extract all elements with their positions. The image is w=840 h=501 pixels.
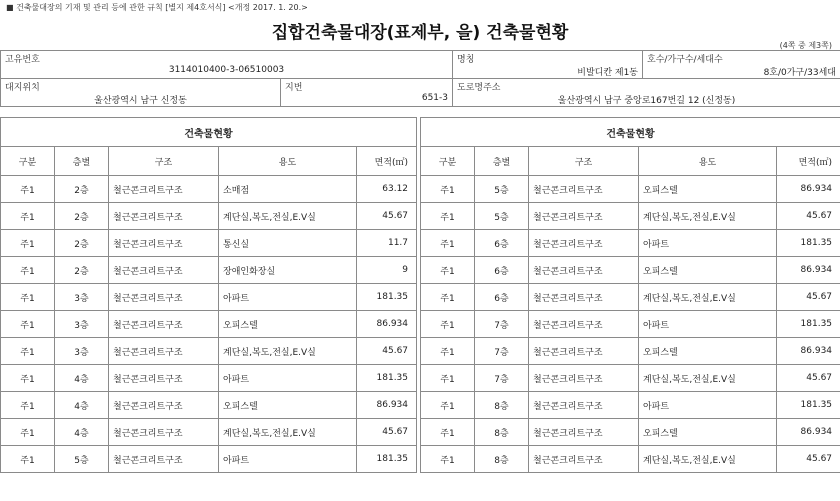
right-cell-floor: 5층 bbox=[475, 203, 529, 230]
right-cell-structure: 철근콘크리트구조 bbox=[529, 257, 639, 284]
left-cell-usage: 계단실,복도,전실,E.V실 bbox=[219, 419, 357, 446]
left-cell-floor: 3층 bbox=[55, 338, 109, 365]
left-cell-area: 9 bbox=[357, 257, 417, 284]
right-cell-structure: 철근콘크리트구조 bbox=[529, 338, 639, 365]
table-row bbox=[1, 392, 840, 419]
right-cell-floor: 7층 bbox=[475, 365, 529, 392]
right-cell-area: 45.67 bbox=[777, 446, 840, 473]
left-cell-floor: 4층 bbox=[55, 365, 109, 392]
right-header-area: 면적(㎡) bbox=[777, 147, 840, 176]
table-row bbox=[1, 176, 840, 203]
right-header-category: 구분 bbox=[421, 147, 475, 176]
right-cell-area: 86.934 bbox=[777, 338, 840, 365]
lot-number-cell bbox=[281, 79, 453, 107]
left-cell-area: 45.67 bbox=[357, 419, 417, 446]
left-cell-usage: 아파트 bbox=[219, 284, 357, 311]
left-cell-floor: 5층 bbox=[55, 446, 109, 473]
left-cell-floor: 3층 bbox=[55, 311, 109, 338]
left-header-area: 면적(㎡) bbox=[357, 147, 417, 176]
right-cell-area: 86.934 bbox=[777, 419, 840, 446]
right-cell-floor: 7층 bbox=[475, 311, 529, 338]
left-cell-area: 181.35 bbox=[357, 446, 417, 473]
unique-number-label: 고유번호 bbox=[5, 55, 40, 65]
left-cell-area: 181.35 bbox=[357, 284, 417, 311]
right-cell-area: 86.934 bbox=[777, 176, 840, 203]
left-cell-structure: 철근콘크리트구조 bbox=[109, 446, 219, 473]
right-cell-floor: 6층 bbox=[475, 284, 529, 311]
right-cell-floor: 6층 bbox=[475, 257, 529, 284]
right-cell-floor: 5층 bbox=[475, 176, 529, 203]
left-cell-usage: 통신실 bbox=[219, 230, 357, 257]
left-cell-area: 45.67 bbox=[357, 203, 417, 230]
left-header-category: 구분 bbox=[1, 147, 55, 176]
units-label: 호수/가구수/세대수 bbox=[647, 55, 723, 65]
left-cell-category: 주1 bbox=[1, 257, 55, 284]
right-header-structure: 구조 bbox=[529, 147, 639, 176]
site-location-label: 대지위치 bbox=[5, 83, 40, 93]
document-title: 집합건축물대장(표제부, 을) 건축물현황 bbox=[271, 23, 569, 43]
table-row bbox=[1, 203, 840, 230]
left-cell-category: 주1 bbox=[1, 230, 55, 257]
right-cell-usage: 아파트 bbox=[639, 311, 777, 338]
right-cell-structure: 철근콘크리트구조 bbox=[529, 446, 639, 473]
left-cell-category: 주1 bbox=[1, 446, 55, 473]
table-row bbox=[1, 257, 840, 284]
left-cell-usage: 계단실,복도,전실,E.V실 bbox=[219, 203, 357, 230]
left-cell-area: 63.12 bbox=[357, 176, 417, 203]
left-cell-floor: 2층 bbox=[55, 257, 109, 284]
site-location-value: 울산광역시 남구 신정동 bbox=[94, 96, 187, 106]
right-cell-category: 주1 bbox=[421, 257, 475, 284]
table-row bbox=[1, 365, 840, 392]
left-cell-category: 주1 bbox=[1, 365, 55, 392]
right-cell-category: 주1 bbox=[421, 419, 475, 446]
left-cell-usage: 아파트 bbox=[219, 446, 357, 473]
units-cell bbox=[643, 51, 840, 79]
left-cell-area: 45.67 bbox=[357, 338, 417, 365]
right-section-title: 건축물현황 bbox=[421, 118, 840, 147]
left-cell-usage: 소매점 bbox=[219, 176, 357, 203]
left-cell-area: 86.934 bbox=[357, 311, 417, 338]
road-address-value: 울산광역시 남구 중앙로167번길 12 (신정동) bbox=[557, 96, 736, 106]
left-cell-floor: 4층 bbox=[55, 392, 109, 419]
right-cell-usage: 계단실,복도,전실,E.V실 bbox=[639, 203, 777, 230]
left-cell-usage: 오피스텔 bbox=[219, 311, 357, 338]
building-name-cell bbox=[453, 51, 643, 79]
right-cell-category: 주1 bbox=[421, 365, 475, 392]
table-row bbox=[1, 284, 840, 311]
unique-number-value: 3114010400-3-06510003 bbox=[168, 65, 285, 75]
right-cell-floor: 8층 bbox=[475, 419, 529, 446]
left-cell-floor: 3층 bbox=[55, 284, 109, 311]
left-cell-category: 주1 bbox=[1, 338, 55, 365]
right-cell-category: 주1 bbox=[421, 338, 475, 365]
left-cell-area: 181.35 bbox=[357, 365, 417, 392]
road-address-cell bbox=[453, 79, 840, 107]
right-cell-usage: 계단실,복도,전실,E.V실 bbox=[639, 365, 777, 392]
left-cell-structure: 철근콘크리트구조 bbox=[109, 203, 219, 230]
right-cell-category: 주1 bbox=[421, 284, 475, 311]
right-cell-floor: 7층 bbox=[475, 338, 529, 365]
right-cell-category: 주1 bbox=[421, 311, 475, 338]
right-cell-category: 주1 bbox=[421, 176, 475, 203]
table-row bbox=[1, 446, 840, 473]
left-cell-category: 주1 bbox=[1, 392, 55, 419]
road-address-label: 도로명주소 bbox=[457, 83, 501, 93]
right-header-floor: 층별 bbox=[475, 147, 529, 176]
right-cell-structure: 철근콘크리트구조 bbox=[529, 311, 639, 338]
left-cell-floor: 4층 bbox=[55, 419, 109, 446]
right-cell-structure: 철근콘크리트구조 bbox=[529, 203, 639, 230]
left-cell-area: 86.934 bbox=[357, 392, 417, 419]
table-row bbox=[1, 338, 840, 365]
left-cell-category: 주1 bbox=[1, 176, 55, 203]
building-name-value: 비발디칸 제1동 bbox=[577, 68, 639, 78]
right-cell-structure: 철근콘크리트구조 bbox=[529, 284, 639, 311]
left-cell-floor: 2층 bbox=[55, 203, 109, 230]
right-cell-usage: 계단실,복도,전실,E.V실 bbox=[639, 284, 777, 311]
building-status-table bbox=[0, 117, 840, 473]
left-cell-structure: 철근콘크리트구조 bbox=[109, 311, 219, 338]
right-cell-usage: 아파트 bbox=[639, 392, 777, 419]
right-cell-area: 45.67 bbox=[777, 203, 840, 230]
right-cell-structure: 철근콘크리트구조 bbox=[529, 230, 639, 257]
right-cell-usage: 오피스텔 bbox=[639, 176, 777, 203]
left-cell-area: 11.7 bbox=[357, 230, 417, 257]
left-cell-floor: 2층 bbox=[55, 176, 109, 203]
left-cell-structure: 철근콘크리트구조 bbox=[109, 392, 219, 419]
right-cell-floor: 6층 bbox=[475, 230, 529, 257]
left-cell-category: 주1 bbox=[1, 203, 55, 230]
table-row bbox=[1, 419, 840, 446]
left-header-usage: 용도 bbox=[219, 147, 357, 176]
unique-number-cell bbox=[1, 51, 453, 79]
right-cell-category: 주1 bbox=[421, 392, 475, 419]
right-cell-usage: 오피스텔 bbox=[639, 257, 777, 284]
left-cell-structure: 철근콘크리트구조 bbox=[109, 338, 219, 365]
right-cell-category: 주1 bbox=[421, 446, 475, 473]
right-cell-area: 45.67 bbox=[777, 365, 840, 392]
right-cell-usage: 오피스텔 bbox=[639, 419, 777, 446]
table-row bbox=[1, 311, 840, 338]
building-name-label: 명칭 bbox=[457, 55, 475, 65]
left-cell-structure: 철근콘크리트구조 bbox=[109, 257, 219, 284]
left-cell-structure: 철근콘크리트구조 bbox=[109, 365, 219, 392]
right-cell-area: 181.35 bbox=[777, 230, 840, 257]
right-cell-floor: 8층 bbox=[475, 392, 529, 419]
left-cell-structure: 철근콘크리트구조 bbox=[109, 230, 219, 257]
right-cell-structure: 철근콘크리트구조 bbox=[529, 365, 639, 392]
left-cell-usage: 장애인화장실 bbox=[219, 257, 357, 284]
page-indicator: (4쪽 중 제3쪽) bbox=[779, 41, 832, 50]
left-header-structure: 구조 bbox=[109, 147, 219, 176]
right-cell-usage: 아파트 bbox=[639, 230, 777, 257]
left-cell-structure: 철근콘크리트구조 bbox=[109, 284, 219, 311]
right-cell-floor: 8층 bbox=[475, 446, 529, 473]
right-cell-area: 45.67 bbox=[777, 284, 840, 311]
left-header-floor: 층별 bbox=[55, 147, 109, 176]
left-cell-structure: 철근콘크리트구조 bbox=[109, 176, 219, 203]
right-cell-area: 181.35 bbox=[777, 392, 840, 419]
building-info-table bbox=[0, 50, 840, 107]
left-cell-structure: 철근콘크리트구조 bbox=[109, 419, 219, 446]
lot-number-value: 651-3 bbox=[421, 93, 449, 103]
lot-number-label: 지번 bbox=[285, 83, 303, 93]
right-cell-area: 181.35 bbox=[777, 311, 840, 338]
left-section-title: 건축물현황 bbox=[1, 118, 417, 147]
right-cell-structure: 철근콘크리트구조 bbox=[529, 392, 639, 419]
units-value: 8호/0가구/33세대 bbox=[763, 68, 837, 78]
form-notice: ■ 건축물대장의 기재 및 관리 등에 관한 규칙 [별지 제4호서식] <개정 2017. 1. 20.> bbox=[6, 3, 308, 12]
right-cell-category: 주1 bbox=[421, 203, 475, 230]
right-cell-category: 주1 bbox=[421, 230, 475, 257]
right-cell-structure: 철근콘크리트구조 bbox=[529, 419, 639, 446]
right-cell-usage: 계단실,복도,전실,E.V실 bbox=[639, 446, 777, 473]
site-location-cell bbox=[1, 79, 281, 107]
table-row bbox=[1, 230, 840, 257]
left-cell-usage: 계단실,복도,전실,E.V실 bbox=[219, 338, 357, 365]
left-cell-floor: 2층 bbox=[55, 230, 109, 257]
right-cell-area: 86.934 bbox=[777, 257, 840, 284]
right-cell-structure: 철근콘크리트구조 bbox=[529, 176, 639, 203]
right-header-usage: 용도 bbox=[639, 147, 777, 176]
left-cell-usage: 오피스텔 bbox=[219, 392, 357, 419]
left-cell-category: 주1 bbox=[1, 284, 55, 311]
left-cell-usage: 아파트 bbox=[219, 365, 357, 392]
right-cell-usage: 오피스텔 bbox=[639, 338, 777, 365]
left-cell-category: 주1 bbox=[1, 419, 55, 446]
left-cell-category: 주1 bbox=[1, 311, 55, 338]
